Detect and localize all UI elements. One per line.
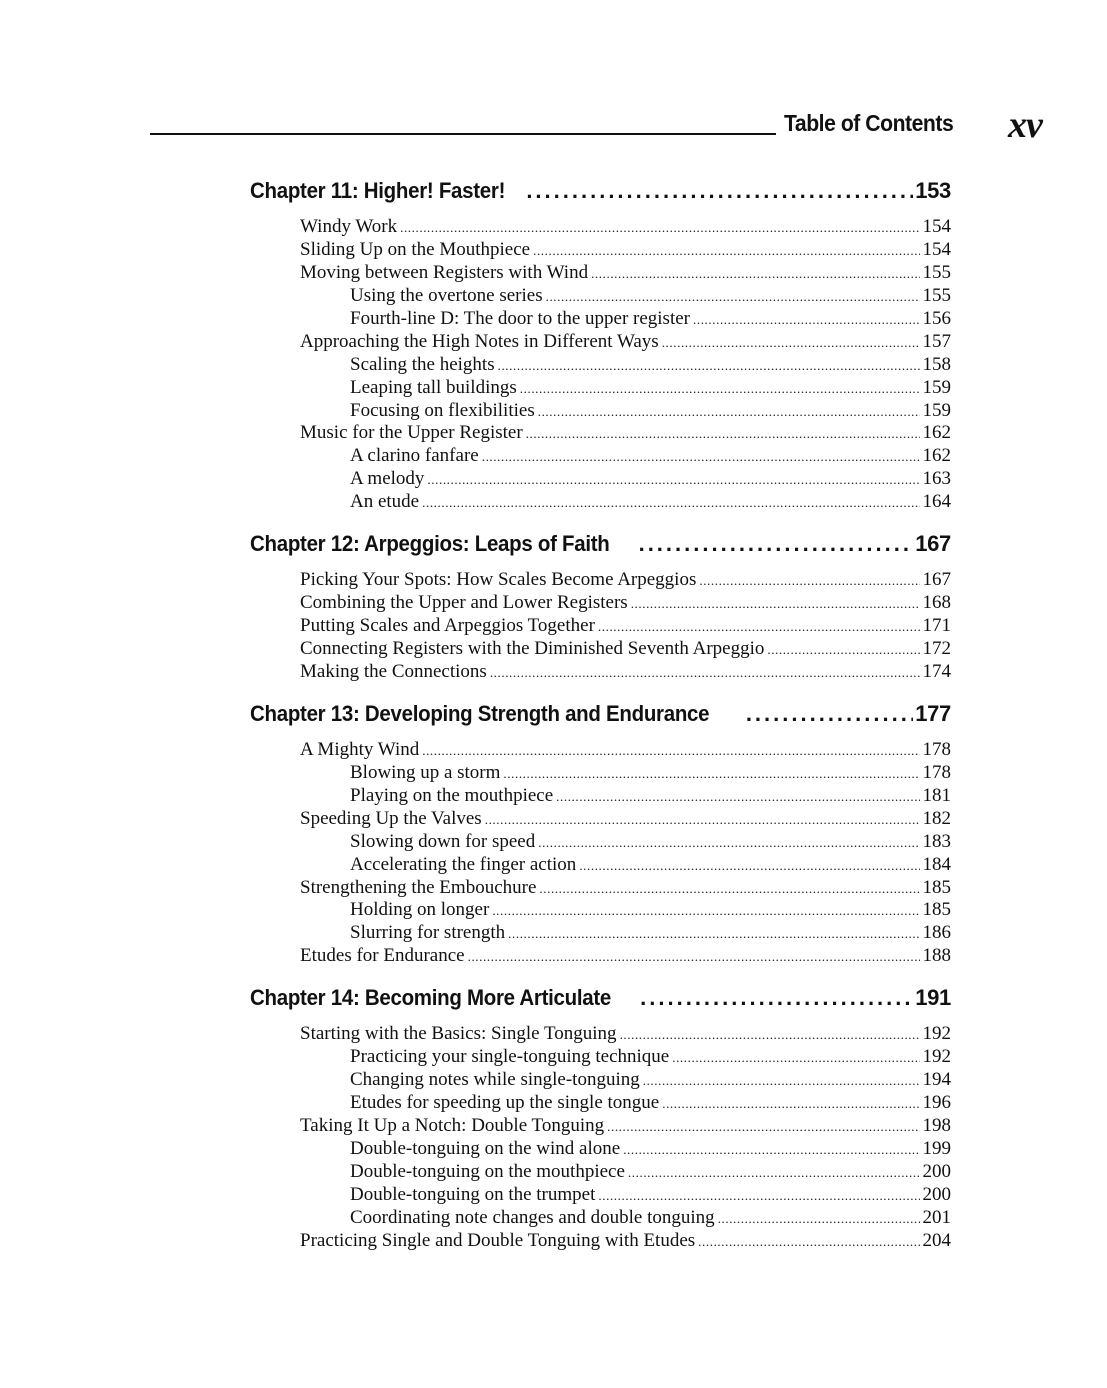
toc-subentry[interactable] bbox=[250, 1138, 951, 1161]
toc-subentry[interactable] bbox=[250, 377, 951, 400]
dot-leader bbox=[767, 639, 919, 662]
entry-title: Practicing your single-tonguing technique bbox=[350, 1046, 670, 1068]
entry-title: Changing notes while single-tonguing bbox=[350, 1069, 640, 1091]
entry-title: A melody bbox=[350, 468, 425, 490]
dot-leader bbox=[526, 423, 920, 446]
entry-title: Leaping tall buildings bbox=[350, 376, 517, 398]
toc-subentry[interactable] bbox=[250, 1184, 951, 1207]
entry-page: 204 bbox=[922, 1229, 951, 1251]
entry-page: 184 bbox=[922, 853, 951, 875]
dot-leader bbox=[526, 178, 913, 204]
chapter-section bbox=[250, 178, 951, 514]
dot-leader bbox=[693, 309, 920, 332]
entry-title: Etudes for Endurance bbox=[300, 945, 465, 967]
dot-leader bbox=[400, 217, 919, 240]
chapter-heading[interactable] bbox=[250, 985, 951, 1023]
entry-page: 167 bbox=[922, 569, 951, 591]
entry-title: Approaching the High Notes in Different Ways bbox=[300, 330, 659, 352]
entry-title: A clarino fanfare bbox=[350, 445, 479, 467]
entry-page: 174 bbox=[922, 660, 951, 682]
dot-leader bbox=[620, 1024, 920, 1047]
toc-entry[interactable] bbox=[250, 877, 951, 900]
dot-leader bbox=[598, 1185, 919, 1208]
entry-title: Sliding Up on the Mouthpiece bbox=[300, 238, 531, 260]
toc-entry[interactable] bbox=[250, 1115, 951, 1138]
entry-title: Making the Connections bbox=[300, 660, 487, 682]
entry-page: 154 bbox=[922, 238, 951, 260]
entry-page: 185 bbox=[922, 899, 951, 921]
toc-subentry[interactable] bbox=[250, 785, 951, 808]
entry-title: Accelerating the finger action bbox=[350, 853, 577, 875]
entry-page: 164 bbox=[922, 491, 951, 513]
dot-leader bbox=[718, 1208, 920, 1231]
entry-page: 199 bbox=[922, 1137, 951, 1159]
dot-leader bbox=[508, 923, 919, 946]
dot-leader bbox=[662, 1093, 919, 1116]
toc-entry[interactable] bbox=[250, 331, 951, 354]
toc-entry[interactable] bbox=[250, 1023, 951, 1046]
entry-page: 171 bbox=[922, 615, 951, 637]
table-of-contents bbox=[250, 178, 951, 1270]
entry-title: Coordinating note changes and double tonguing bbox=[350, 1206, 715, 1228]
entry-title: Blowing up a storm bbox=[350, 761, 501, 783]
dot-leader bbox=[503, 763, 919, 786]
dot-leader bbox=[662, 332, 920, 355]
dot-leader bbox=[422, 740, 919, 763]
entry-title: An etude bbox=[350, 491, 420, 513]
dot-leader bbox=[539, 878, 919, 901]
dot-leader bbox=[498, 355, 920, 378]
entry-page: 186 bbox=[922, 922, 951, 944]
dot-leader bbox=[538, 832, 919, 855]
dot-leader bbox=[640, 985, 913, 1011]
entry-title: Taking It Up a Notch: Double Tonguing bbox=[300, 1115, 605, 1136]
entry-page: 168 bbox=[922, 592, 951, 614]
dot-leader bbox=[598, 616, 920, 639]
dot-leader bbox=[591, 263, 919, 286]
toc-subentry[interactable] bbox=[250, 899, 951, 922]
entry-page: 183 bbox=[922, 830, 951, 852]
entry-page: 181 bbox=[922, 784, 951, 806]
chapter-page: 153 bbox=[915, 178, 951, 203]
dot-leader bbox=[639, 531, 914, 557]
header-title: Table of Contents bbox=[784, 110, 954, 136]
entry-title: Connecting Registers with the Diminished Seventh Arpeggio bbox=[300, 638, 765, 659]
chapter-page: 177 bbox=[915, 700, 951, 726]
entry-title: Strengthening the Embouchure bbox=[300, 876, 537, 898]
dot-leader bbox=[672, 1047, 919, 1070]
dot-leader bbox=[520, 378, 920, 401]
entry-page: 156 bbox=[922, 307, 951, 329]
dot-leader bbox=[607, 1116, 919, 1139]
entry-title: Scaling the heights bbox=[350, 353, 495, 375]
chapter-title: Chapter 14: Becoming More Articulate bbox=[250, 985, 611, 1011]
entry-page: 155 bbox=[922, 261, 951, 283]
dot-leader bbox=[643, 1070, 920, 1093]
entry-page: 198 bbox=[922, 1115, 951, 1136]
dot-leader bbox=[538, 401, 920, 424]
chapter-title: Chapter 13: Developing Strength and Endurance bbox=[250, 700, 710, 726]
toc-subentry[interactable] bbox=[250, 468, 951, 491]
entry-title: Music for the Upper Register bbox=[300, 422, 523, 444]
chapter-title: Chapter 11: Higher! Faster! bbox=[250, 178, 506, 203]
dot-leader bbox=[556, 786, 919, 809]
entry-title: Etudes for speeding up the single tongue bbox=[350, 1092, 660, 1114]
dot-leader bbox=[631, 593, 920, 616]
toc-entry[interactable] bbox=[250, 216, 951, 239]
toc-subentry[interactable] bbox=[250, 1207, 951, 1230]
toc-subentry[interactable] bbox=[250, 285, 951, 308]
entry-title: Double-tonguing on the wind alone bbox=[350, 1137, 621, 1159]
dot-leader bbox=[698, 1231, 919, 1254]
toc-entry[interactable] bbox=[250, 1230, 951, 1253]
dot-leader bbox=[468, 946, 920, 969]
toc-entry[interactable] bbox=[250, 569, 951, 592]
entry-title: Focusing on flexibilities bbox=[350, 399, 535, 421]
entry-title: Speeding Up the Valves bbox=[300, 807, 482, 829]
entry-page: 192 bbox=[922, 1023, 951, 1045]
entry-title: Windy Work bbox=[300, 216, 398, 237]
entry-title: Moving between Registers with Wind bbox=[300, 261, 589, 283]
entry-page: 162 bbox=[922, 445, 951, 467]
toc-entry[interactable] bbox=[250, 808, 951, 831]
toc-entry[interactable] bbox=[250, 262, 951, 285]
entry-title: Starting with the Basics: Single Tonguing bbox=[300, 1023, 617, 1045]
toc-entry[interactable] bbox=[250, 592, 951, 615]
dot-leader bbox=[546, 286, 920, 309]
dot-leader bbox=[422, 492, 919, 515]
entry-page: 162 bbox=[922, 422, 951, 444]
toc-subentry[interactable] bbox=[250, 445, 951, 468]
chapter-section bbox=[250, 531, 951, 684]
entry-page: 158 bbox=[922, 353, 951, 375]
toc-entry[interactable] bbox=[250, 422, 951, 445]
entry-page: 178 bbox=[922, 738, 951, 760]
entry-page: 192 bbox=[922, 1046, 951, 1068]
chapter-page: 167 bbox=[915, 531, 951, 557]
entry-title: Double-tonguing on the trumpet bbox=[350, 1183, 596, 1205]
dot-leader bbox=[490, 662, 920, 685]
toc-subentry[interactable] bbox=[250, 354, 951, 377]
entry-page: 194 bbox=[922, 1069, 951, 1091]
entry-page: 200 bbox=[922, 1160, 951, 1182]
dot-leader bbox=[628, 1162, 920, 1185]
chapter-page: 191 bbox=[915, 985, 951, 1011]
entry-page: 188 bbox=[922, 945, 951, 967]
chapter-heading[interactable] bbox=[250, 531, 951, 569]
entry-title: A Mighty Wind bbox=[300, 738, 420, 760]
entry-page: 172 bbox=[922, 638, 951, 659]
entry-page: 196 bbox=[922, 1092, 951, 1114]
entry-title: Playing on the mouthpiece bbox=[350, 784, 554, 806]
toc-entry[interactable] bbox=[250, 615, 951, 638]
entry-page: 200 bbox=[922, 1183, 951, 1205]
dot-leader bbox=[492, 900, 919, 923]
entry-title: Putting Scales and Arpeggios Together bbox=[300, 615, 595, 637]
toc-entry[interactable] bbox=[250, 739, 951, 762]
toc-subentry[interactable] bbox=[250, 1161, 951, 1184]
entry-title: Slurring for strength bbox=[350, 922, 506, 944]
entry-title: Practicing Single and Double Tonguing with Etudes bbox=[300, 1229, 696, 1251]
toc-subentry[interactable] bbox=[250, 1046, 951, 1069]
toc-subentry[interactable] bbox=[250, 831, 951, 854]
toc-subentry[interactable] bbox=[250, 308, 951, 331]
entry-title: Double-tonguing on the mouthpiece bbox=[350, 1160, 625, 1182]
entry-title: Holding on longer bbox=[350, 899, 490, 921]
dot-leader bbox=[699, 570, 919, 593]
toc-subentry[interactable] bbox=[250, 400, 951, 423]
entry-page: 182 bbox=[922, 807, 951, 829]
chapter-title: Chapter 12: Arpeggios: Leaps of Faith bbox=[250, 531, 610, 557]
dot-leader bbox=[482, 446, 920, 469]
toc-subentry[interactable] bbox=[250, 762, 951, 785]
toc-subentry[interactable] bbox=[250, 854, 951, 877]
header-rule bbox=[150, 133, 776, 135]
toc-entry[interactable] bbox=[250, 945, 951, 968]
entry-title: Picking Your Spots: How Scales Become Arpeggios bbox=[300, 569, 697, 591]
entry-title: Combining the Upper and Lower Registers bbox=[300, 592, 628, 614]
toc-subentry[interactable] bbox=[250, 922, 951, 945]
entry-page: 155 bbox=[922, 284, 951, 306]
entry-title: Fourth-line D: The door to the upper register bbox=[350, 307, 690, 329]
dot-leader bbox=[579, 855, 919, 878]
entry-page: 159 bbox=[922, 376, 951, 398]
entry-page: 157 bbox=[922, 330, 951, 352]
toc-subentry[interactable] bbox=[250, 491, 951, 514]
chapter-section bbox=[250, 985, 951, 1252]
chapter-section bbox=[250, 701, 951, 968]
running-header bbox=[150, 106, 1062, 146]
entry-page: 154 bbox=[922, 216, 951, 237]
toc-entry[interactable] bbox=[250, 638, 951, 661]
header-page-number: xv bbox=[1008, 104, 1042, 146]
chapter-heading[interactable] bbox=[250, 178, 951, 216]
dot-leader bbox=[746, 701, 913, 727]
entry-page: 163 bbox=[922, 468, 951, 490]
dot-leader bbox=[427, 469, 919, 492]
chapter-heading[interactable] bbox=[250, 701, 951, 739]
toc-entry[interactable] bbox=[250, 239, 951, 262]
entry-page: 185 bbox=[922, 876, 951, 898]
dot-leader bbox=[533, 240, 919, 263]
entry-page: 201 bbox=[922, 1206, 951, 1228]
entry-title: Slowing down for speed bbox=[350, 830, 536, 852]
entry-page: 159 bbox=[922, 399, 951, 421]
dot-leader bbox=[485, 809, 920, 832]
entry-page: 178 bbox=[922, 761, 951, 783]
toc-entry[interactable] bbox=[250, 661, 951, 684]
toc-subentry[interactable] bbox=[250, 1092, 951, 1115]
entry-title: Using the overtone series bbox=[350, 284, 543, 306]
dot-leader bbox=[623, 1139, 919, 1162]
toc-subentry[interactable] bbox=[250, 1069, 951, 1092]
